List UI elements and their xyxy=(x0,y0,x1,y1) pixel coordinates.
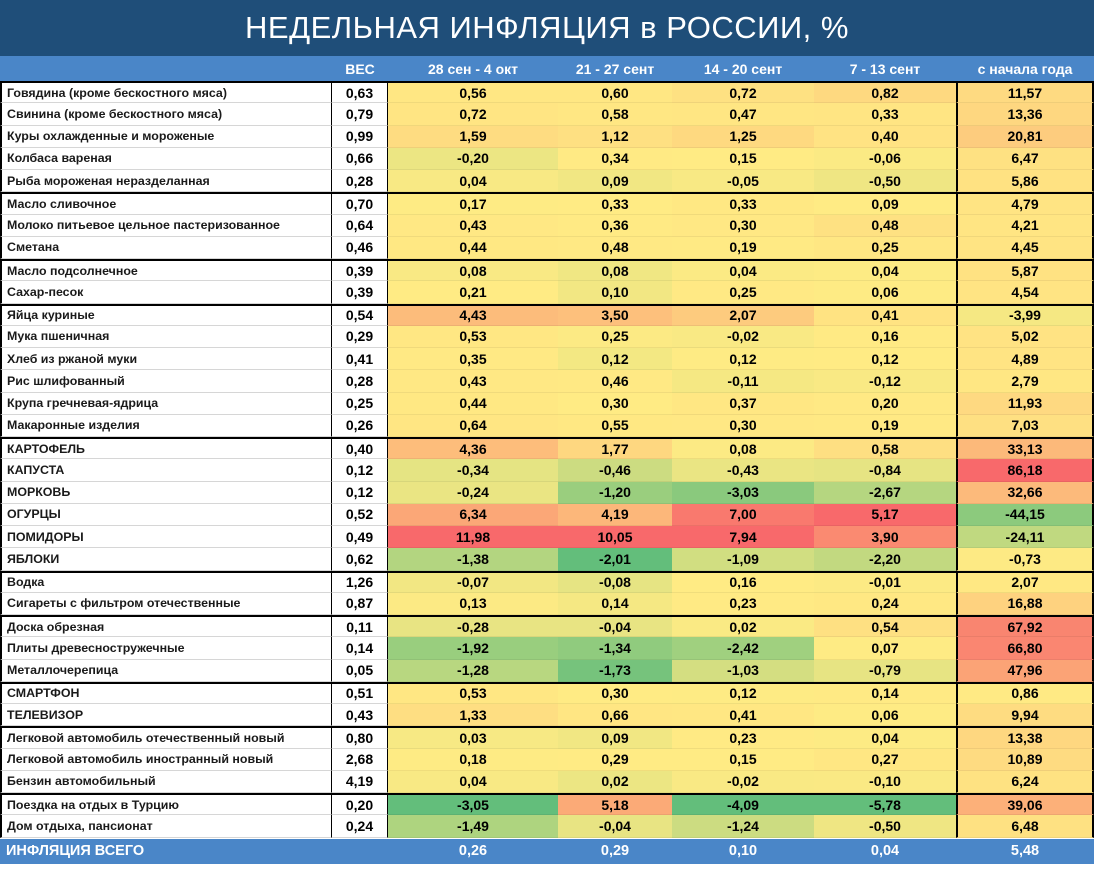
data-cell: 0,44 xyxy=(388,393,558,415)
column-header: 14 - 20 сент xyxy=(672,56,814,81)
data-cell: -1,20 xyxy=(558,482,672,504)
weight-cell: 0,54 xyxy=(332,304,388,326)
data-cell: 0,30 xyxy=(558,682,672,704)
data-cell: 0,04 xyxy=(814,726,956,748)
data-cell: 0,04 xyxy=(814,259,956,281)
data-cell: 0,04 xyxy=(388,170,558,192)
weight-cell: 0,25 xyxy=(332,393,388,415)
data-cell: 0,27 xyxy=(814,749,956,771)
row-label: КАРТОФЕЛЬ xyxy=(0,437,332,459)
data-cell: 1,59 xyxy=(388,126,558,148)
data-cell: 0,09 xyxy=(558,726,672,748)
data-cell: 66,80 xyxy=(956,637,1094,659)
weight-cell: 0,39 xyxy=(332,259,388,281)
data-cell: 0,09 xyxy=(814,192,956,214)
data-cell: 0,86 xyxy=(956,682,1094,704)
row-label: Металлочерепица xyxy=(0,660,332,682)
weight-cell: 2,68 xyxy=(332,749,388,771)
weight-cell: 0,63 xyxy=(332,81,388,103)
data-cell: 5,02 xyxy=(956,326,1094,348)
data-cell: 0,30 xyxy=(672,215,814,237)
data-cell: 0,37 xyxy=(672,393,814,415)
data-cell: -0,43 xyxy=(672,459,814,481)
row-label: Мука пшеничная xyxy=(0,326,332,348)
data-cell: 0,30 xyxy=(558,393,672,415)
data-cell: 13,36 xyxy=(956,103,1094,125)
data-cell: -24,11 xyxy=(956,526,1094,548)
weight-cell: 0,28 xyxy=(332,370,388,392)
data-cell: -0,06 xyxy=(814,148,956,170)
data-cell: 32,66 xyxy=(956,482,1094,504)
data-cell: 4,43 xyxy=(388,304,558,326)
data-cell: 0,18 xyxy=(388,749,558,771)
data-cell: 2,07 xyxy=(956,571,1094,593)
data-cell: 33,13 xyxy=(956,437,1094,459)
data-cell: -3,05 xyxy=(388,793,558,815)
data-cell: -2,67 xyxy=(814,482,956,504)
data-cell: 0,12 xyxy=(558,348,672,370)
weight-cell: 0,28 xyxy=(332,170,388,192)
data-cell: -0,02 xyxy=(672,326,814,348)
data-cell: -0,34 xyxy=(388,459,558,481)
data-cell: 4,89 xyxy=(956,348,1094,370)
weight-cell: 0,12 xyxy=(332,482,388,504)
row-label: Рыба мороженая неразделанная xyxy=(0,170,332,192)
weight-cell: 0,64 xyxy=(332,215,388,237)
data-cell: 0,03 xyxy=(388,726,558,748)
data-cell: 0,15 xyxy=(672,749,814,771)
data-cell: -1,28 xyxy=(388,660,558,682)
data-cell: -0,46 xyxy=(558,459,672,481)
data-cell: 6,47 xyxy=(956,148,1094,170)
data-cell: 2,79 xyxy=(956,370,1094,392)
data-cell: 0,04 xyxy=(388,771,558,793)
row-label: Водка xyxy=(0,571,332,593)
data-cell: 0,43 xyxy=(388,370,558,392)
row-label: Масло подсолнечное xyxy=(0,259,332,281)
header-blank xyxy=(0,56,332,81)
data-cell: 0,25 xyxy=(672,281,814,303)
data-cell: 0,47 xyxy=(672,103,814,125)
data-cell: 0,16 xyxy=(814,326,956,348)
data-cell: 4,54 xyxy=(956,281,1094,303)
row-label: ТЕЛЕВИЗОР xyxy=(0,704,332,726)
data-cell: 0,07 xyxy=(814,637,956,659)
weight-cell: 0,79 xyxy=(332,103,388,125)
inflation-table xyxy=(0,56,1094,881)
data-cell: -3,03 xyxy=(672,482,814,504)
weight-cell: 0,29 xyxy=(332,326,388,348)
data-cell: 10,89 xyxy=(956,749,1094,771)
data-cell: 0,12 xyxy=(672,348,814,370)
data-cell: 6,34 xyxy=(388,504,558,526)
weight-cell: 0,49 xyxy=(332,526,388,548)
data-cell: 0,60 xyxy=(558,81,672,103)
data-cell: 10,05 xyxy=(558,526,672,548)
data-cell: -5,78 xyxy=(814,793,956,815)
weight-cell: 0,20 xyxy=(332,793,388,815)
data-cell: -0,24 xyxy=(388,482,558,504)
data-cell: 4,45 xyxy=(956,237,1094,259)
data-cell: 0,12 xyxy=(814,348,956,370)
data-cell: 0,19 xyxy=(672,237,814,259)
row-label: КАПУСТА xyxy=(0,459,332,481)
weight-cell: 0,24 xyxy=(332,815,388,837)
row-label: Легковой автомобиль иностранный новый xyxy=(0,749,332,771)
data-cell: 0,41 xyxy=(672,704,814,726)
data-cell: 47,96 xyxy=(956,660,1094,682)
data-cell: 13,38 xyxy=(956,726,1094,748)
data-cell: -44,15 xyxy=(956,504,1094,526)
weight-cell: 0,41 xyxy=(332,348,388,370)
data-cell: 0,15 xyxy=(672,148,814,170)
total-cell: 0,26 xyxy=(388,839,558,864)
data-cell: -0,11 xyxy=(672,370,814,392)
data-cell: 0,10 xyxy=(558,281,672,303)
row-label: Яйца куриные xyxy=(0,304,332,326)
data-cell: 3,90 xyxy=(814,526,956,548)
total-label: ИНФЛЯЦИЯ ВСЕГО xyxy=(0,839,332,864)
row-label: Говядина (кроме бескостного мяса) xyxy=(0,81,332,103)
data-cell: 9,94 xyxy=(956,704,1094,726)
column-header: 7 - 13 сент xyxy=(814,56,956,81)
row-label: Колбаса вареная xyxy=(0,148,332,170)
data-cell: 0,58 xyxy=(558,103,672,125)
data-cell: 0,33 xyxy=(672,192,814,214)
total-cell: 0,10 xyxy=(672,839,814,864)
data-cell: 11,98 xyxy=(388,526,558,548)
data-cell: 0,64 xyxy=(388,415,558,437)
data-cell: -1,49 xyxy=(388,815,558,837)
data-cell: -1,03 xyxy=(672,660,814,682)
weight-cell: 4,19 xyxy=(332,771,388,793)
data-cell: 0,20 xyxy=(814,393,956,415)
data-cell: 0,23 xyxy=(672,726,814,748)
weight-cell: 0,99 xyxy=(332,126,388,148)
data-cell: -0,04 xyxy=(558,615,672,637)
data-cell: 7,03 xyxy=(956,415,1094,437)
data-cell: -0,10 xyxy=(814,771,956,793)
data-cell: 0,44 xyxy=(388,237,558,259)
data-cell: -0,28 xyxy=(388,615,558,637)
data-cell: 0,21 xyxy=(388,281,558,303)
data-cell: 0,13 xyxy=(388,593,558,615)
row-label: Макаронные изделия xyxy=(0,415,332,437)
data-cell: -1,24 xyxy=(672,815,814,837)
data-cell: 0,02 xyxy=(558,771,672,793)
weight-cell: 0,66 xyxy=(332,148,388,170)
data-cell: 0,72 xyxy=(388,103,558,125)
data-cell: 0,02 xyxy=(672,615,814,637)
data-cell: 7,94 xyxy=(672,526,814,548)
data-cell: 0,24 xyxy=(814,593,956,615)
data-cell: 5,86 xyxy=(956,170,1094,192)
weight-cell: 0,12 xyxy=(332,459,388,481)
data-cell: 5,17 xyxy=(814,504,956,526)
data-cell: -1,38 xyxy=(388,548,558,570)
weight-cell: 0,52 xyxy=(332,504,388,526)
data-cell: -1,09 xyxy=(672,548,814,570)
data-cell: -4,09 xyxy=(672,793,814,815)
data-cell: 16,88 xyxy=(956,593,1094,615)
data-cell: 5,18 xyxy=(558,793,672,815)
data-cell: -2,42 xyxy=(672,637,814,659)
data-cell: 1,77 xyxy=(558,437,672,459)
data-cell: -0,04 xyxy=(558,815,672,837)
data-cell: 0,53 xyxy=(388,326,558,348)
total-cell: 0,04 xyxy=(814,839,956,864)
data-cell: -0,08 xyxy=(558,571,672,593)
total-cell: 0,29 xyxy=(558,839,672,864)
row-label: ОГУРЦЫ xyxy=(0,504,332,526)
weight-cell: 0,39 xyxy=(332,281,388,303)
data-cell: 6,48 xyxy=(956,815,1094,837)
data-cell: 0,25 xyxy=(558,326,672,348)
row-label: Поездка на отдых в Турцию xyxy=(0,793,332,815)
data-cell: 1,33 xyxy=(388,704,558,726)
column-header: 28 сен - 4 окт xyxy=(388,56,558,81)
data-cell: 0,55 xyxy=(558,415,672,437)
weight-cell: 0,87 xyxy=(332,593,388,615)
data-cell: 0,40 xyxy=(814,126,956,148)
data-cell: -0,12 xyxy=(814,370,956,392)
data-cell: 0,36 xyxy=(558,215,672,237)
total-cell: 5,48 xyxy=(956,839,1094,864)
row-label: Бензин автомобильный xyxy=(0,771,332,793)
data-cell: -1,73 xyxy=(558,660,672,682)
data-cell: 0,54 xyxy=(814,615,956,637)
row-label: Легковой автомобиль отечественный новый xyxy=(0,726,332,748)
data-cell: 0,16 xyxy=(672,571,814,593)
data-cell: 7,00 xyxy=(672,504,814,526)
data-cell: 20,81 xyxy=(956,126,1094,148)
data-cell: 0,72 xyxy=(672,81,814,103)
total-cell xyxy=(332,839,388,864)
data-cell: 0,41 xyxy=(814,304,956,326)
row-label: Сахар-песок xyxy=(0,281,332,303)
column-header: ВЕС xyxy=(332,56,388,81)
data-cell: 2,07 xyxy=(672,304,814,326)
row-label: Крупа гречневая-ядрица xyxy=(0,393,332,415)
data-cell: 0,82 xyxy=(814,81,956,103)
data-cell: 5,87 xyxy=(956,259,1094,281)
data-cell: 0,33 xyxy=(814,103,956,125)
data-cell: 0,08 xyxy=(672,437,814,459)
row-label: Хлеб из ржаной муки xyxy=(0,348,332,370)
row-label: Дом отдыха, пансионат xyxy=(0,815,332,837)
data-cell: 0,08 xyxy=(388,259,558,281)
row-label: Свинина (кроме бескостного мяса) xyxy=(0,103,332,125)
data-cell: 4,79 xyxy=(956,192,1094,214)
data-cell: 0,58 xyxy=(814,437,956,459)
data-cell: 0,46 xyxy=(558,370,672,392)
data-cell: 0,25 xyxy=(814,237,956,259)
data-cell: -2,01 xyxy=(558,548,672,570)
weight-cell: 0,11 xyxy=(332,615,388,637)
data-cell: 39,06 xyxy=(956,793,1094,815)
data-cell: 11,93 xyxy=(956,393,1094,415)
weight-cell: 0,70 xyxy=(332,192,388,214)
weight-cell: 0,51 xyxy=(332,682,388,704)
weight-cell: 0,40 xyxy=(332,437,388,459)
data-cell: 6,24 xyxy=(956,771,1094,793)
data-cell: 0,30 xyxy=(672,415,814,437)
data-cell: 0,53 xyxy=(388,682,558,704)
data-cell: 4,19 xyxy=(558,504,672,526)
row-label: Плиты древесностружечные xyxy=(0,637,332,659)
data-cell: -2,20 xyxy=(814,548,956,570)
weight-cell: 0,26 xyxy=(332,415,388,437)
data-cell: 4,21 xyxy=(956,215,1094,237)
data-cell: 0,06 xyxy=(814,704,956,726)
weight-cell: 0,14 xyxy=(332,637,388,659)
data-cell: 0,48 xyxy=(558,237,672,259)
weight-cell: 0,46 xyxy=(332,237,388,259)
data-cell: 0,04 xyxy=(672,259,814,281)
data-cell: 0,23 xyxy=(672,593,814,615)
data-cell: 0,43 xyxy=(388,215,558,237)
data-cell: -0,79 xyxy=(814,660,956,682)
weight-cell: 0,43 xyxy=(332,704,388,726)
data-cell: 0,33 xyxy=(558,192,672,214)
weight-cell: 0,62 xyxy=(332,548,388,570)
data-cell: -0,20 xyxy=(388,148,558,170)
column-header: с начала года xyxy=(956,56,1094,81)
data-cell: 0,35 xyxy=(388,348,558,370)
data-cell: -0,84 xyxy=(814,459,956,481)
data-cell: 0,66 xyxy=(558,704,672,726)
data-cell: 0,12 xyxy=(672,682,814,704)
row-label: Сметана xyxy=(0,237,332,259)
data-cell: -0,50 xyxy=(814,815,956,837)
row-label: Рис шлифованный xyxy=(0,370,332,392)
weight-cell: 0,80 xyxy=(332,726,388,748)
data-cell: 0,29 xyxy=(558,749,672,771)
row-label: Доска обрезная xyxy=(0,615,332,637)
row-label: Молоко питьевое цельное пастеризованное xyxy=(0,215,332,237)
data-cell: 0,14 xyxy=(814,682,956,704)
data-cell: 0,17 xyxy=(388,192,558,214)
data-cell: -0,07 xyxy=(388,571,558,593)
row-label: СМАРТФОН xyxy=(0,682,332,704)
row-label: Куры охлажденные и мороженые xyxy=(0,126,332,148)
data-cell: 0,08 xyxy=(558,259,672,281)
data-cell: 67,92 xyxy=(956,615,1094,637)
data-cell: 0,34 xyxy=(558,148,672,170)
column-header: 21 - 27 сент xyxy=(558,56,672,81)
data-cell: -1,92 xyxy=(388,637,558,659)
data-cell: 4,36 xyxy=(388,437,558,459)
data-cell: 0,14 xyxy=(558,593,672,615)
weight-cell: 1,26 xyxy=(332,571,388,593)
data-cell: -3,99 xyxy=(956,304,1094,326)
data-cell: 86,18 xyxy=(956,459,1094,481)
data-cell: 0,06 xyxy=(814,281,956,303)
row-label: МОРКОВЬ xyxy=(0,482,332,504)
row-label: Масло сливочное xyxy=(0,192,332,214)
page-title: НЕДЕЛЬНАЯ ИНФЛЯЦИЯ в РОССИИ, % xyxy=(0,0,1094,56)
row-label: ЯБЛОКИ xyxy=(0,548,332,570)
data-cell: -0,50 xyxy=(814,170,956,192)
row-label: ПОМИДОРЫ xyxy=(0,526,332,548)
data-cell: -0,01 xyxy=(814,571,956,593)
data-cell: 1,12 xyxy=(558,126,672,148)
data-cell: 0,48 xyxy=(814,215,956,237)
weight-cell: 0,05 xyxy=(332,660,388,682)
data-cell: -1,34 xyxy=(558,637,672,659)
row-label: Сигареты с фильтром отечественные xyxy=(0,593,332,615)
data-cell: 0,56 xyxy=(388,81,558,103)
data-cell: 0,19 xyxy=(814,415,956,437)
data-cell: 3,50 xyxy=(558,304,672,326)
data-cell: 11,57 xyxy=(956,81,1094,103)
data-cell: -0,05 xyxy=(672,170,814,192)
data-cell: 1,25 xyxy=(672,126,814,148)
data-cell: 0,09 xyxy=(558,170,672,192)
data-cell: -0,73 xyxy=(956,548,1094,570)
data-cell: -0,02 xyxy=(672,771,814,793)
